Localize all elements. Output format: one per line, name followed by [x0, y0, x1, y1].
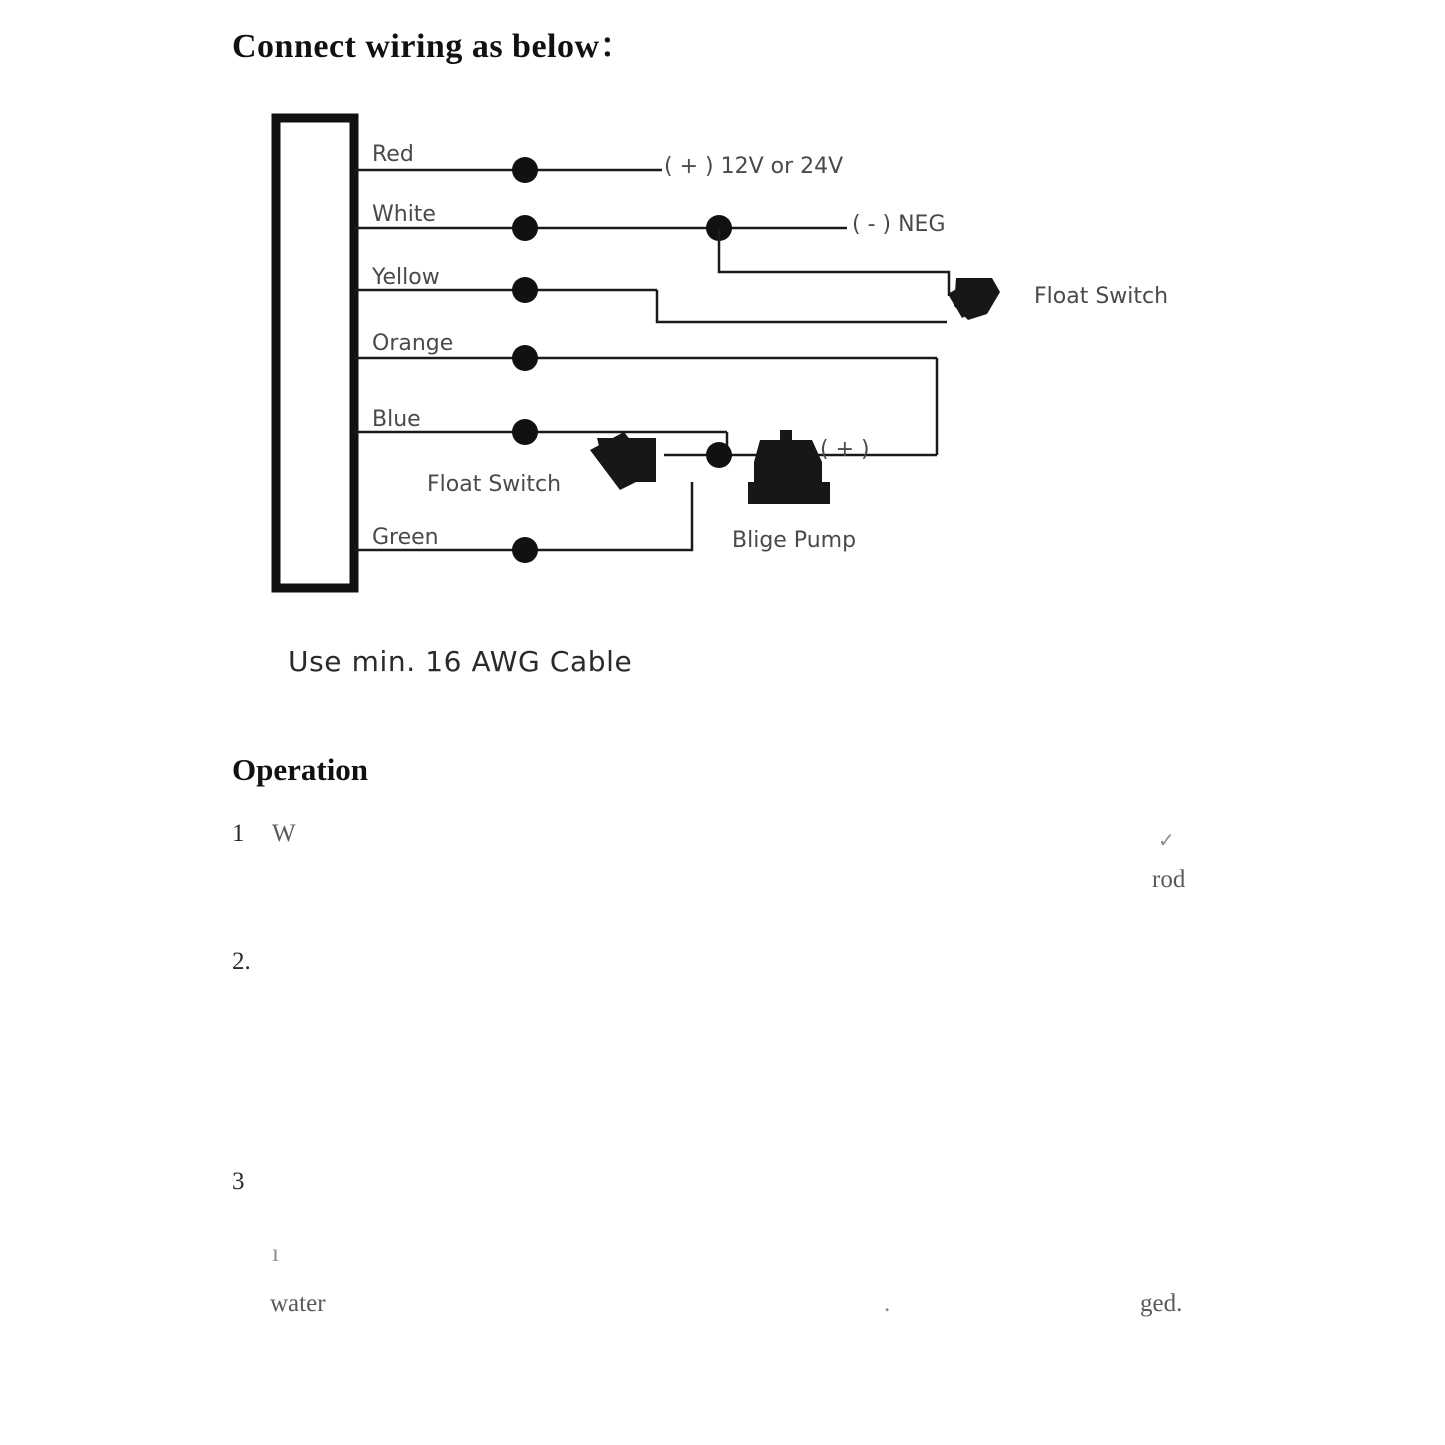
operation-item-1-fragment-right: ✓	[1158, 830, 1175, 852]
wire-label-green: Green	[372, 525, 439, 550]
operation-fragment-tail: ged.	[1140, 1290, 1183, 1317]
operation-item-3-number: 3	[232, 1168, 245, 1195]
wire-label-orange: Orange	[372, 331, 454, 356]
operation-fragment-stroke: ı	[272, 1240, 279, 1267]
operation-item-1-number: 1	[232, 820, 245, 847]
operation-fragment-mid: .	[884, 1290, 891, 1317]
annotation-blige-pump: Blige Pump	[732, 528, 857, 553]
wire-label-red: Red	[372, 142, 414, 167]
annotation-float-switch-upper: Float Switch	[1034, 284, 1169, 309]
diagram-caption: Use min. 16 AWG Cable	[288, 645, 633, 678]
wire-label-yellow: Yellow	[372, 265, 440, 290]
annotation-positive-supply: ( + ) 12V or 24V	[664, 154, 844, 179]
annotation-pump-positive: ( + )	[820, 437, 870, 462]
operation-item-2-number: 2.	[232, 948, 251, 975]
section-title-operation: Operation	[232, 752, 369, 787]
operation-fragment-water: water	[270, 1290, 326, 1317]
operation-item-1-fragment-tail: rod	[1152, 866, 1186, 893]
annotation-negative: ( - ) NEG	[852, 212, 946, 237]
wire-label-white: White	[372, 202, 436, 227]
operation-item-1-text: W	[272, 820, 296, 847]
annotation-float-switch-lower: Float Switch	[427, 472, 562, 497]
page-title-wiring: Connect wiring as below：	[232, 28, 635, 65]
wire-label-blue: Blue	[372, 407, 421, 432]
wiring-diagram	[232, 110, 1242, 630]
